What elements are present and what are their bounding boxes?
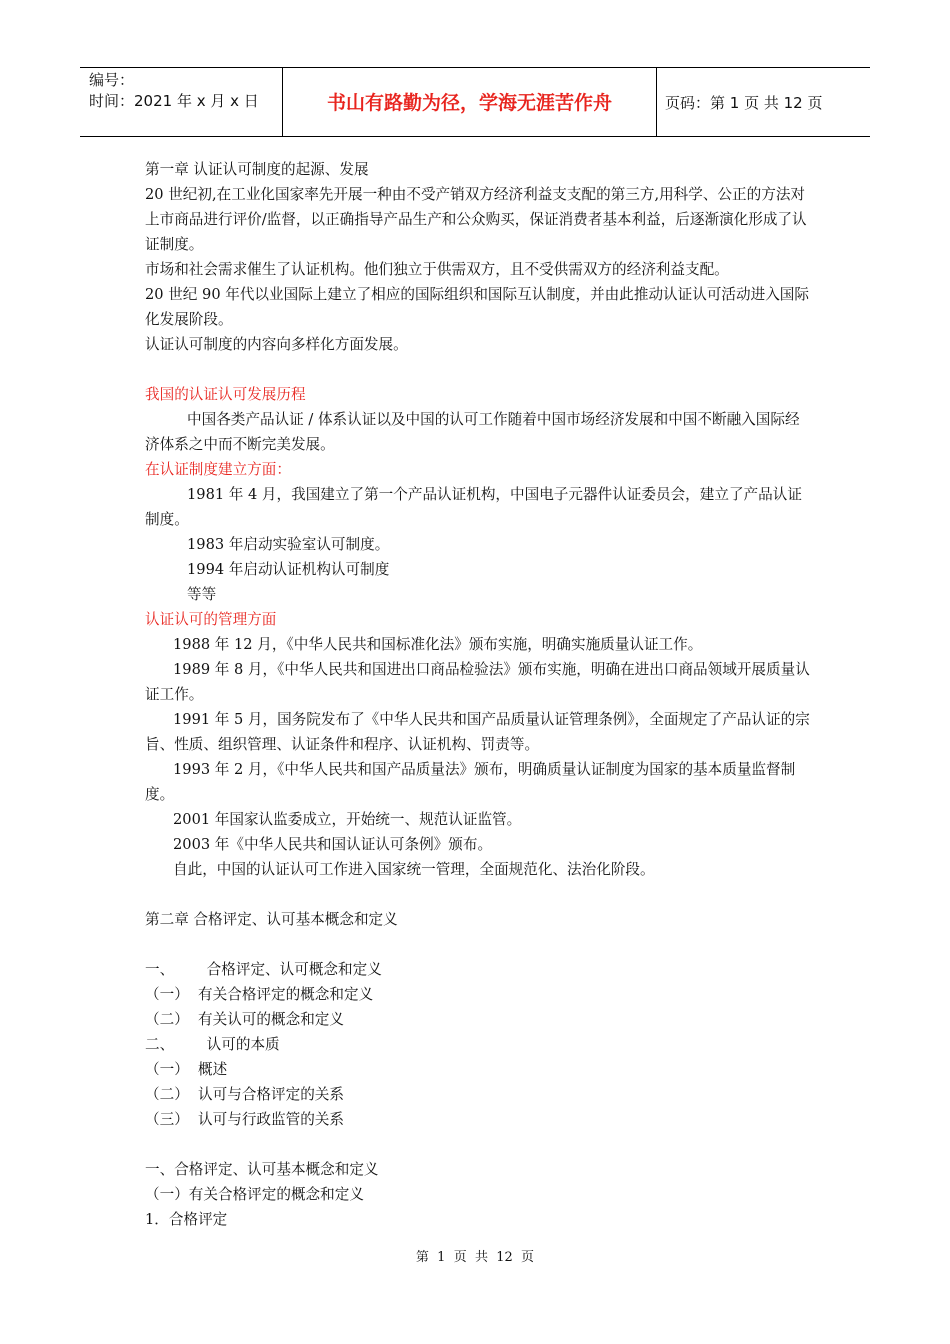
page-header: [80, 67, 870, 137]
paragraph: 20 世纪 90 年代以业国际上建立了相应的国际组织和国际互认制度，并由此推动认证认可活动进入国际化发展阶段。: [145, 286, 809, 328]
toc-item: 二、 认可的本质: [145, 1036, 280, 1053]
header-motto-cell: [283, 68, 657, 136]
serial-label: 编号：: [89, 71, 135, 89]
paragraph: 认证认可制度的内容向多样化方面发展。: [145, 336, 408, 353]
paragraph: 自此，中国的认证认可工作进入国家统一管理，全面规范化、法治化阶段。: [173, 861, 655, 878]
spacer: [145, 932, 810, 957]
paragraph: 1994 年启动认证机构认可制度: [187, 561, 390, 578]
document-body: [145, 157, 810, 1232]
paragraph: 1988 年 12 月，《中华人民共和国标准化法》颁布实施，明确实施质量认证工作。: [173, 636, 703, 653]
paragraph: 2003 年《中华人民共和国认证认可条例》颁布。: [173, 836, 493, 853]
motto: 书山有路勤为径，学海无涯苦作舟: [326, 92, 612, 114]
toc-subitem: （二） 认可与合格评定的关系: [145, 1086, 344, 1103]
page-info: 页码：第 1 页 共 12 页: [665, 94, 823, 112]
section-heading-history: 我国的认证认可发展历程: [145, 386, 306, 403]
toc-subitem: （一） 有关合格评定的概念和定义: [145, 986, 374, 1003]
time-label: 时间：2021 年 x 月 x 日: [89, 92, 259, 110]
spacer: [145, 882, 810, 907]
chapter-2-title: 第二章 合格评定、认可基本概念和定义: [145, 911, 398, 928]
paragraph: 1983 年启动实验室认可制度。: [187, 536, 390, 553]
header-page-cell: [657, 68, 870, 136]
toc-subitem: （二） 有关认可的概念和定义: [145, 1011, 344, 1028]
toc-subitem: （一） 概述: [145, 1061, 228, 1078]
toc-item: 一、 合格评定、认可概念和定义: [145, 961, 382, 978]
chapter-1-title: 第一章 认证认可制度的起源、发展: [145, 161, 369, 178]
page-footer: 第 1 页 共 12 页: [415, 1250, 535, 1265]
paragraph: 20 世纪初,在工业化国家率先开展一种由不受产销双方经济利益支支配的第三方,用科学、公正的方法对上市商品进行评价/监督，以正确指导产品生产和公众购买，保证消费者基本利益，后逐渐演化形成了认证制度。: [145, 186, 807, 253]
paragraph: 2001 年国家认监委成立，开始统一、规范认证监管。: [173, 811, 522, 828]
paragraph: 市场和社会需求催生了认证机构。他们独立于供需双方，且不受供需双方的经济利益支配。: [145, 261, 729, 278]
subsection-heading: （一）有关合格评定的概念和定义: [145, 1186, 364, 1203]
subsubsection-heading: 1．合格评定: [145, 1211, 228, 1228]
section-heading: 一、合格评定、认可基本概念和定义: [145, 1161, 379, 1178]
spacer: [145, 357, 810, 382]
header-meta: [80, 68, 283, 136]
paragraph: 中国各类产品认证 / 体系认证以及中国的认可工作随着中国市场经济发展和中国不断融入国际经济体系之中而不断完美发展。: [145, 411, 800, 453]
section-heading-establish: 在认证制度建立方面：: [145, 461, 291, 478]
toc-subitem: （三） 认可与行政监管的关系: [145, 1111, 344, 1128]
paragraph: 1993 年 2 月，《中华人民共和国产品质量法》颁布，明确质量认证制度为国家的基本质量监督制度。: [145, 761, 796, 803]
spacer: [145, 1132, 810, 1157]
paragraph: 1981 年 4 月，我国建立了第一个产品认证机构，中国电子元器件认证委员会，建立了产品认证制度。: [145, 486, 802, 528]
section-heading-management: 认证认可的管理方面: [145, 611, 277, 628]
paragraph: 等等: [187, 586, 217, 603]
paragraph: 1991 年 5 月，国务院发布了《中华人民共和国产品质量认证管理条例》，全面规定了产品认证的宗旨、性质、组织管理、认证条件和程序、认证机构、罚责等。: [145, 711, 810, 753]
paragraph: 1989 年 8 月，《中华人民共和国进出口商品检验法》颁布实施，明确在进出口商品领域开展质量认证工作。: [145, 661, 810, 703]
